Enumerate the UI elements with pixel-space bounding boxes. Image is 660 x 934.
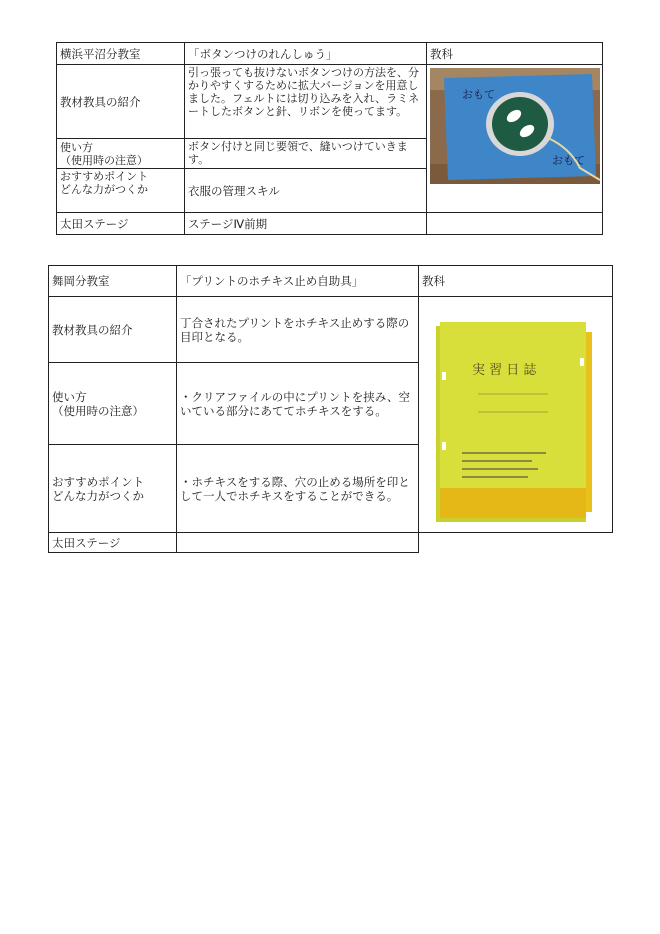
row-text-recommend: ・ホチキスをする際、穴の止める場所を印として一人でホチキスをすることができる。 — [177, 445, 419, 533]
row-label-recommend: おすすめポイント どんな力がつくか — [49, 445, 177, 533]
row-label-stage: 太田ステージ — [49, 533, 177, 553]
row-label-introduction: 教材教具の紹介 — [57, 65, 185, 139]
material-photo-cell — [419, 297, 613, 533]
card-stapler-guide — [48, 265, 613, 553]
branch-name: 舞岡分教室 — [49, 266, 177, 297]
subject-label: 教科 — [419, 266, 613, 297]
row-text-usage: ・クリアファイルの中にプリントを挟み、空いている部分にあててホチキスをする。 — [177, 363, 419, 445]
row-text-recommend: 衣服の管理スキル — [185, 169, 427, 213]
card-button-practice — [56, 42, 603, 235]
row-label-usage: 使い方 （使用時の注意） — [49, 363, 177, 445]
felt-label-top: おもて — [462, 88, 495, 101]
row-text-usage: ボタン付けと同じ要領で、縫いつけていきます。 — [185, 139, 427, 169]
button-felt-photo — [430, 68, 600, 184]
felt-label-bottom: おもて — [552, 154, 585, 167]
branch-name: 横浜平沼分教室 — [57, 43, 185, 65]
material-photo-cell — [427, 65, 603, 213]
row-text-stage: ステージⅣ前期 — [185, 213, 427, 235]
row-text-introduction: 引っ張っても抜けないボタンつけの方法を、分かりやすくするために拡大バージョンを用意しました。フェルトには切り込みを入れ、ラミネートしたボタンと針、リボンを使ってます。 — [185, 65, 427, 139]
clear-folder-photo — [422, 302, 610, 528]
row-label-introduction: 教材教具の紹介 — [49, 297, 177, 363]
material-photo — [422, 302, 609, 528]
notebook-heading: 実 習 日 誌 — [472, 362, 537, 378]
row-empty-stage — [427, 213, 603, 235]
row-label-recommend: おすすめポイント どんな力がつくか — [57, 169, 185, 213]
row-text-stage — [177, 533, 419, 553]
subject-label: 教科 — [427, 43, 603, 65]
material-photo — [430, 68, 599, 184]
row-label-stage: 太田ステージ — [57, 213, 185, 235]
material-title: 「ボタンつけのれんしゅう」 — [185, 43, 427, 65]
row-text-introduction: 丁合されたプリントをホチキス止めする際の目印となる。 — [177, 297, 419, 363]
material-title: 「プリントのホチキス止め自助具」 — [177, 266, 419, 297]
row-label-usage: 使い方 （使用時の注意） — [57, 139, 185, 169]
